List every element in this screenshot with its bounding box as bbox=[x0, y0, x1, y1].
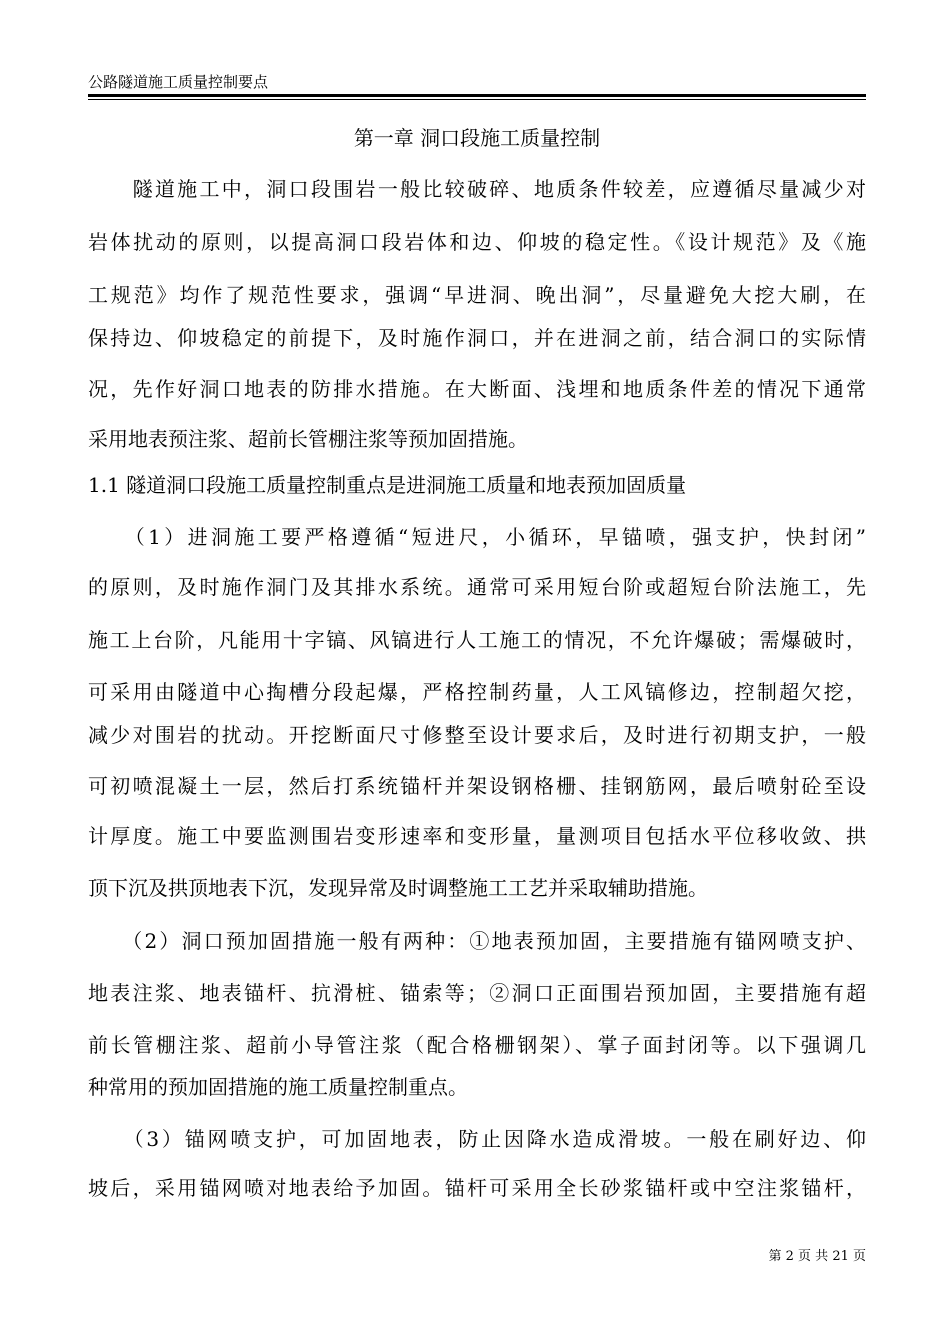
body-line: 保持边、仰坡稳定的前提下，及时施作洞口，并在进洞之前，结合洞口的实际情 bbox=[88, 326, 866, 350]
body-line: 的原则，及时施作洞门及其排水系统。通常可采用短台阶或超短台阶法施工，先 bbox=[88, 575, 866, 599]
header-rule-thick bbox=[88, 94, 866, 97]
body-line: 施工上台阶，凡能用十字镐、风镐进行人工施工的情况，不允许爆破；需爆破时， bbox=[88, 628, 866, 652]
body-line: 坡后，采用锚网喷对地表给予加固。锚杆可采用全长砂浆锚杆或中空注浆锚杆， bbox=[88, 1176, 866, 1200]
running-header: 公路隧道施工质量控制要点 bbox=[88, 73, 269, 91]
body-line: 可初喷混凝土一层，然后打系统锚杆并架设钢格栅、挂钢筋网，最后喷射砼至设 bbox=[88, 774, 866, 798]
body-line: 前长管棚注浆、超前小导管注浆（配合格栅钢架）、掌子面封闭等。以下强调几 bbox=[88, 1033, 866, 1057]
body-line: 可采用由隧道中心掏槽分段起爆，严格控制药量，人工风镐修边，控制超欠挖， bbox=[88, 680, 866, 704]
body-line: （2）洞口预加固措施一般有两种：①地表预加固，主要措施有锚网喷支护、 bbox=[88, 929, 866, 953]
body-line: 况，先作好洞口地表的防排水措施。在大断面、浅埋和地质条件差的情况下通常 bbox=[88, 377, 866, 401]
body-line: 顶下沉及拱顶地表下沉，发现异常及时调整施工工艺并采取辅助措施。 bbox=[88, 876, 708, 900]
chapter-title: 第一章 洞口段施工质量控制 bbox=[353, 126, 601, 150]
body-line: 计厚度。施工中要监测围岩变形速率和变形量，量测项目包括水平位移收敛、拱 bbox=[88, 824, 866, 848]
section-heading: 1.1 隧道洞口段施工质量控制重点是进洞施工质量和地表预加固质量 bbox=[88, 473, 687, 497]
body-line: 工规范》均作了规范性要求，强调“早进洞、晚出洞”，尽量避免大挖大刷，在 bbox=[88, 283, 866, 307]
body-line: （3）锚网喷支护，可加固地表，防止因降水造成滑坡。一般在刷好边、仰 bbox=[88, 1127, 866, 1151]
body-line: 减少对围岩的扰动。开挖断面尺寸修整至设计要求后，及时进行初期支护，一般 bbox=[88, 723, 866, 747]
body-line: 采用地表预注浆、超前长管棚注浆等预加固措施。 bbox=[88, 427, 528, 451]
body-line: （1）进洞施工要严格遵循“短进尺，小循环，早锚喷，强支护，快封闭” bbox=[88, 525, 866, 549]
page-number: 第 2 页 共 21 页 bbox=[768, 1249, 866, 1264]
body-line: 种常用的预加固措施的施工质量控制重点。 bbox=[88, 1075, 468, 1099]
body-line: 地表注浆、地表锚杆、抗滑桩、锚索等；②洞口正面围岩预加固，主要措施有超 bbox=[88, 981, 866, 1005]
body-line: 岩体扰动的原则，以提高洞口段岩体和边、仰坡的稳定性。《设计规范》及《施 bbox=[88, 230, 866, 254]
body-line: 隧道施工中，洞口段围岩一般比较破碎、地质条件较差，应遵循尽量减少对 bbox=[88, 177, 866, 201]
header-rule-thin bbox=[88, 99, 866, 100]
